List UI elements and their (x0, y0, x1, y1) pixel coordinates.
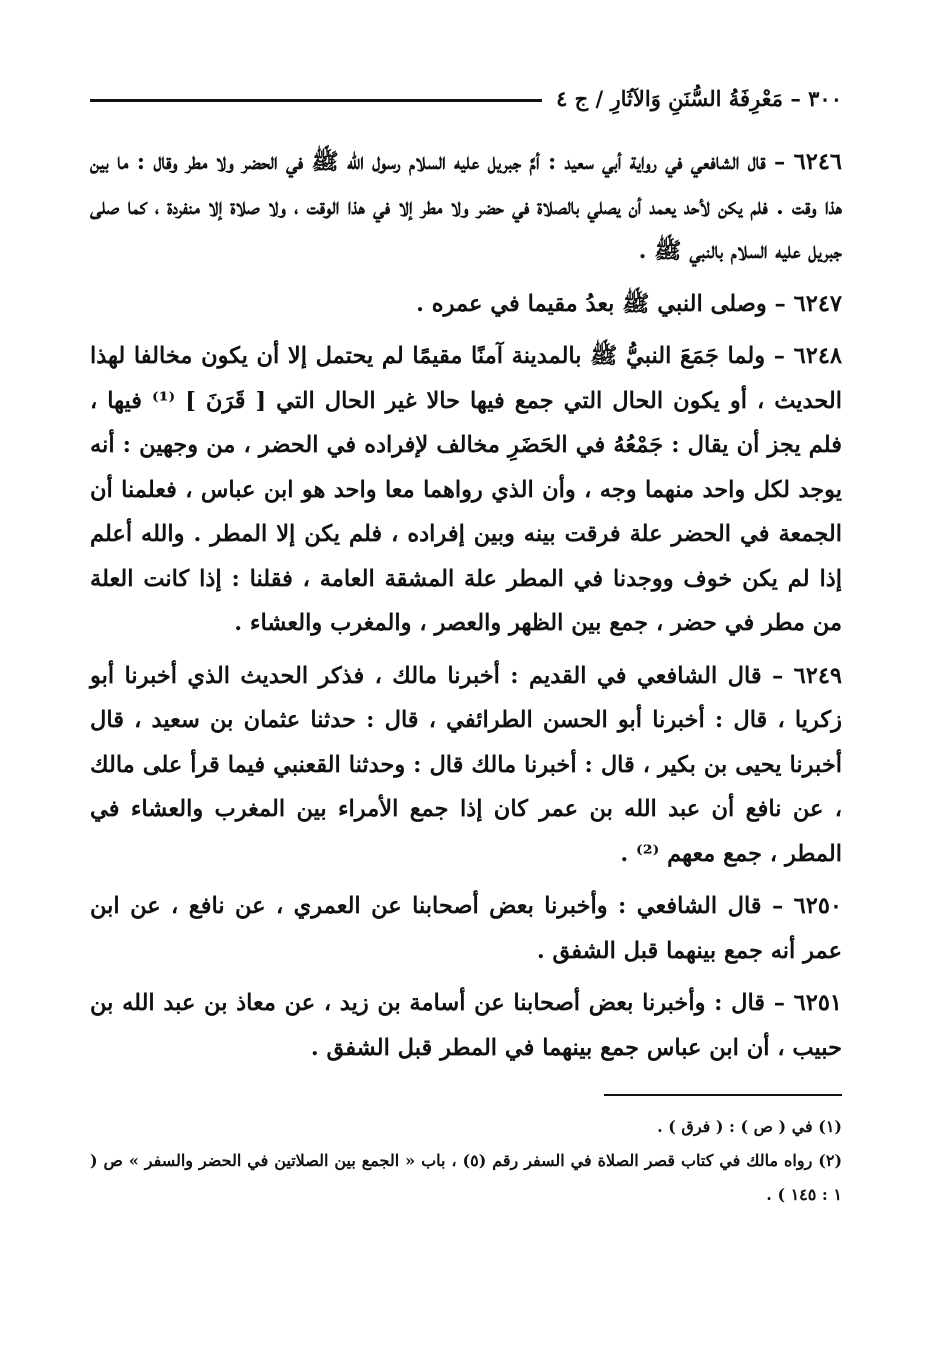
footnote-2: (٢) رواه مالك في كتاب قصر الصلاة في السفر رقم (٥) ، باب « الجمع بين الصلاتين في الحضر والسفر » ص ( ١ : ١٤٥ ) . (90, 1151, 843, 1204)
paragraph-6250: ٦٢٥٠ – قال الشافعي : وأخبرنا بعض أصحابنا عن العمري ، عن نافع ، عن ابن عمر أنه جمع بينهما قبل الشفق . (90, 893, 842, 964)
paragraph-6249: ٦٢٤٩ – قال الشافعي في القديم : أخبرنا مالك ، فذكر الحديث الذي أخبرنا أبو زكريا ، قال : أخبرنا أبو الحسن الطرائفي ، قال : حدثنا عثمان بن سعيد ، قال أخبرنا يحيى بن بكير ، قال : أخبرنا مالك قال : وحدثنا القعنبي فيما قرأ على مالك ، عن نافع أن عبد الله بن عمر كان إذا جمع الأمراء بين المغرب والعشاء في المطر ، جمع معهم ⁽²⁾ . (90, 662, 842, 867)
footnotes (90, 1110, 842, 1212)
paragraph-6247: ٦٢٤٧ – وصلى النبي ﷺ بعدُ مقيما في عمره . (416, 290, 842, 317)
header-rule (90, 99, 542, 102)
document-page (90, 78, 842, 1212)
running-header (90, 78, 842, 118)
footnote-1: (١) في ( ص ) : ( فرق ) . (657, 1117, 842, 1136)
paragraph-6246: ٦٢٤٦ – قال الشافعي في رواية أبي سعيد : أمَّ جبريل عليه السلام رسول الله ﷺ في الحضر ولا مطر وقال : ما بين هذا وقت . فلم يكن لأحد يعمد أن يصلي بالصلاة في حضر ولا مطر إلا في هذا الوقت ، ولا صلاة إلا منفردة ، كما صلى جبريل عليه السلام بالنبي ﷺ . (90, 149, 842, 264)
page-title: ٣٠٠ – مَعْرِفَةُ السُّنَنِ وَالآثَارِ / ج ٤ (556, 85, 842, 111)
footnote-rule (604, 1094, 842, 1096)
paragraph-6251: ٦٢٥١ – قال : وأخبرنا بعض أصحابنا عن أسامة بن زيد ، عن معاذ بن عبد الله بن حبيب ، أن ابن عباس جمع بينهما في المطر قبل الشفق . (90, 990, 842, 1061)
main-text (90, 140, 842, 1070)
paragraph-6248: ٦٢٤٨ – ولما جَمَعَ النبيُّ ﷺ بالمدينة آمنًا مقيمًا لم يحتمل إلا أن يكون مخالفا لهذا الحديث ، أو يكون الحال التي جمع فيها حالا غير الحال التي [ قَرَنَ ] ⁽¹⁾ فيها ، فلم يجز أن يقال : جَمْعُهُ في الحَضَرِ مخالف لإفراده في الحضر ، من وجهين : أنه يوجد لكل واحد منهما وجه ، وأن الذي رواهما معا واحد هو ابن عباس ، فعلمنا أن الجمعة في الحضر علة فرقت بينه وبين إفراده ، فلم يكن إلا المطر . والله أعلم إذا لم يكن خوف ووجدنا في المطر علة المشقة العامة ، فقلنا : إذا كانت العلة من مطر في حضر ، جمع بين الظهر والعصر ، والمغرب والعشاء . (90, 343, 842, 636)
